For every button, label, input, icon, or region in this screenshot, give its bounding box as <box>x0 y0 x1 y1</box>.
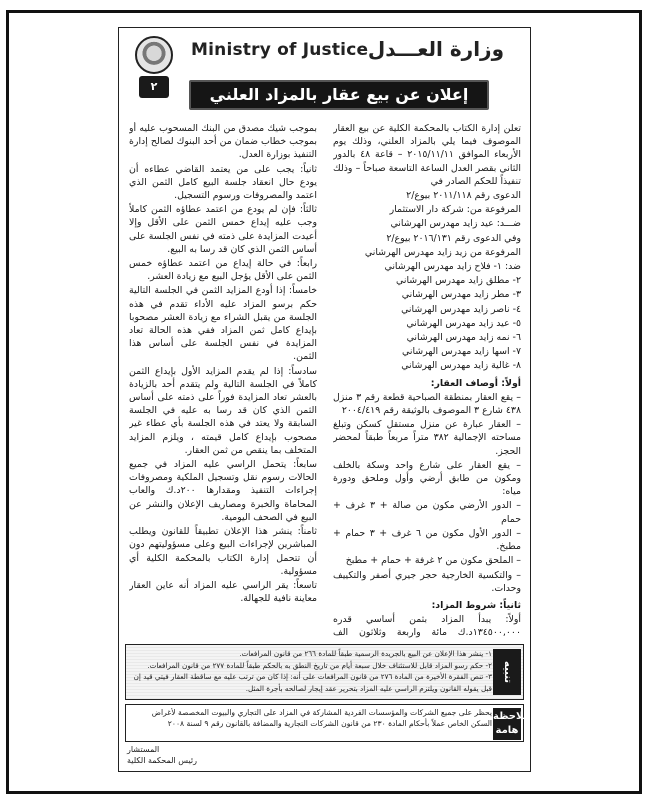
paragraph: المرفوعة من زيد زايد مهدرس الهرشاني <box>364 246 521 258</box>
paragraph: الدعوى رقم ٢٠١١/١١٨ بيوع/٢ <box>406 190 521 202</box>
paragraph: رابعاً: في حالة إيداع من اعتمد عطاؤه خمس الثمن على الأقل يؤجل البيع مع زيادة العشر. <box>129 258 317 283</box>
paragraph: ٥- عيد زايد مهدرس الهرشاني <box>406 317 521 329</box>
paragraph: المرفوعة من: شركة دار الاستثمار <box>389 204 521 216</box>
important-remark <box>125 704 530 742</box>
paragraph: سابعاً: يتحمل الراسي عليه المزاد في جميع الحالات رسوم نقل وتسجيل الملكية ومصروفات إجراءات التنفيذ ومقدارها ٢٠٠د.ك والعاب المحاماة والخبرة ومصاريف الإعلان والنشر عن البيع في الصحف اليومية. <box>129 459 317 523</box>
paragraph: ٦- نمه زايد مهدرس الهرشاني <box>406 332 521 344</box>
paragraph: تاسعاً: يقر الراسي عليه المزاد أنه عاين العقار معاينة نافية للجهالة. <box>129 579 317 605</box>
paragraph: – والتكسية الخارجية حجر جيري أصفر والتكييف وحدات. <box>333 569 521 594</box>
paragraph: – الدور الأرضي مكون من صالة + ٣ غرف + حمام <box>333 500 521 525</box>
ministry-name-ar: وزارة العـــدل <box>367 37 504 61</box>
paragraph: سادساً: إذا لم يقدم المزايد الأول بإيداع الثمن كاملاً في الجلسة التالية ولم يتقدم أحد بالزيادة بالعشر تعاد المزايدة فوراً على ذمته على أساس الثمن الذي كان قد رسا به عليه في الجلسة السابقة ولا يعتد في هذه الجلسة بأي عطاء غير مصحوب بإيداع كامل قيمته ، ويلزم المزايد المتخلف بما ينقص من ثمن العقار. <box>129 365 317 456</box>
section-heading: ثانياً: شروط المزاد: <box>431 599 521 611</box>
body-columns <box>129 122 521 642</box>
paragraph: أولاً: يبدأ المزاد بثمن أساسي قدره ١٣٤٥٠٠,٠٠٠د.ك مائة واربعة وثلاثون الف <box>333 614 521 639</box>
footnotes-label: تنبيه <box>493 649 521 695</box>
emblem-seal-icon <box>135 36 173 74</box>
kuwait-emblem-icon <box>135 36 175 96</box>
paragraph: ثالثاً: فإن لم يودع من اعتمد عطاؤه الثمن كاملاً وجب عليه إيداع خمس الثمن على الأقل وإلا أعيدت المزايدة على ذمته في نفس الجلسة على أساس الثمن الذي كان قد رسا به البيع. <box>129 204 317 255</box>
left-column <box>129 122 317 642</box>
paragraph: ٧- اسها زايد مهدرس الهرشاني <box>402 346 521 358</box>
paragraph: تعلن إدارة الكتاب بالمحكمة الكلية عن بيع العقار الموصوف فيما يلي بالمزاد العلني، وذلك يوم الأربعاء الموافق ٢٠١٥/١١/١١ – قاعة ٤٨ بالدور الثاني بقصر العدل الساعة التاسعة صباحاً – وذلك تنفيذاً للحكم الصادر في <box>333 123 521 187</box>
paragraph: ٢- مطلق زايد مهدرس الهرشاني <box>396 275 521 287</box>
notice-header <box>119 28 530 114</box>
paragraph: بموجب شيك مصدق من البنك المسحوب عليه أو بموجب خطاب ضمان من أحد البنوك لصالح إدارة التنفيذ بوزارة العدل. <box>129 123 317 161</box>
footnotes-text <box>130 648 492 698</box>
emblem-number: ٢ <box>139 76 169 98</box>
paragraph: – الدور الأول مكون من ٦ غرف + ٣ حمام + مطبخ. <box>333 527 521 553</box>
paragraph: ٨- غالية زايد مهدرس الهرشاني <box>401 360 521 372</box>
right-column <box>333 122 521 642</box>
paragraph: – العقار عبارة عن منزل مستقل كسكن وتبلغ مساحته الإجمالية ٣٨٢ متراً مربعاً طبقاً لمحضر الحجز. <box>333 419 521 457</box>
notice-title: إعلان عن بيع عقار بالمزاد العلني <box>209 85 469 104</box>
signature-block <box>127 744 277 770</box>
ministry-name-en: Ministry of Justice <box>191 40 369 60</box>
section-heading: أولاً: أوصاف العقار: <box>430 377 521 389</box>
paragraph: – يقع العقار على شارع واحد وسكة بالخلف ومكون من طابق أرضي وأول وملحق ودورة مياه: <box>333 459 521 498</box>
paragraph: ضد: ١- فلاح زايد مهدرس الهرشاني <box>384 261 521 273</box>
paragraph: – الملحق مكون من ٢ غرفة + حمام + مطبخ <box>345 555 521 567</box>
title-banner <box>189 80 489 110</box>
notice-footnotes <box>125 644 524 700</box>
signature-role: رئيس المحكمة الكلية <box>127 756 197 765</box>
paragraph: ثامناً: ينشر هذا الإعلان تطبيقاً للقانون ويطلب المباشرين لإجراءات البيع وعلى مسؤوليتهم دون أن تتحمل إدارة الكتاب بالمحكمة الكلية أي مسؤولية. <box>129 526 317 577</box>
paragraph: ٤- ناصر زايد مهدرس الهرشاني <box>401 303 521 315</box>
paragraph: ثانياً: يجب على من يعتمد القاضي عطاءه أن يودع حال انعقاد جلسة البيع كامل الثمن الذي اعتمد والمصروفات ورسوم التسجيل. <box>129 163 317 202</box>
footnote-line: ٣- تنص الفقرة الأخيرة من المادة ٢٧٦ من قانون المرافعات على أنه: إذا كان من ترتب عليه مع ساقطة العقار فيتي قيد إن قبل يقوله القانون ويلتزم الراسي عليه المزاد بتحرير عقد إيجار لصالحه بأجرة المثل. <box>133 672 492 693</box>
footnote-line: ٢- حكم رسو المزاد قابل للاستئناف خلال سبعة أيام من تاريخ النطق به بالحكم طبقاً للمادة ٢٧٧ من قانون المرافعات. <box>147 660 492 670</box>
signature-title: المستشار <box>127 745 160 754</box>
paragraph: خامساً: إذا أودع المزايد الثمن في الجلسة التالية حكم برسو المزاد عليه الأداء تقدم في هذه الجلسة من يقبل الشراء مع زيادة العشر مصحوبا بإيداع كامل ثمن المزاد ففي هذه الحالة تعاد المزايدة في نفس الجلسة على أساس هذا الثمن. <box>129 285 317 363</box>
paragraph: ٣- مطر زايد مهدرس الهرشاني <box>401 289 521 301</box>
paragraph: – يقع العقار بمنطقة الصباحية قطعة رقم ٣ منزل ٤٣٨ شارع ٣ الموصوف بالوثيقة رقم ٢٠٠٤/٤١٩ <box>333 391 521 417</box>
remark-label: ملاحظة هامة <box>493 708 521 740</box>
remark-text: يحظر على جميع الشركات والمؤسسات الفردية المشاركة في المزاد على التجاري والبيوت المخصصة لأغراض السكن الخاص عملاً بأحكام المادة ٢٣٠ من قانون الشركات التجارية والمضافة بالقانون رقم ٩ لسنة ٢٠٠٨ <box>151 708 492 728</box>
auction-notice <box>118 27 531 772</box>
paragraph: ضـــد: عيد زايد مهدرس الهرشاني <box>390 218 521 230</box>
footnote-line: ١- ينشر هذا الإعلان عن البيع بالجريدة الرسمية طبقاً للمادة ٢٦٦ من قانون المرافعات. <box>239 649 492 658</box>
paragraph: وفي الدعوى رقم ٢٠١٦/١٣١ بيوع/٢ <box>386 232 521 244</box>
